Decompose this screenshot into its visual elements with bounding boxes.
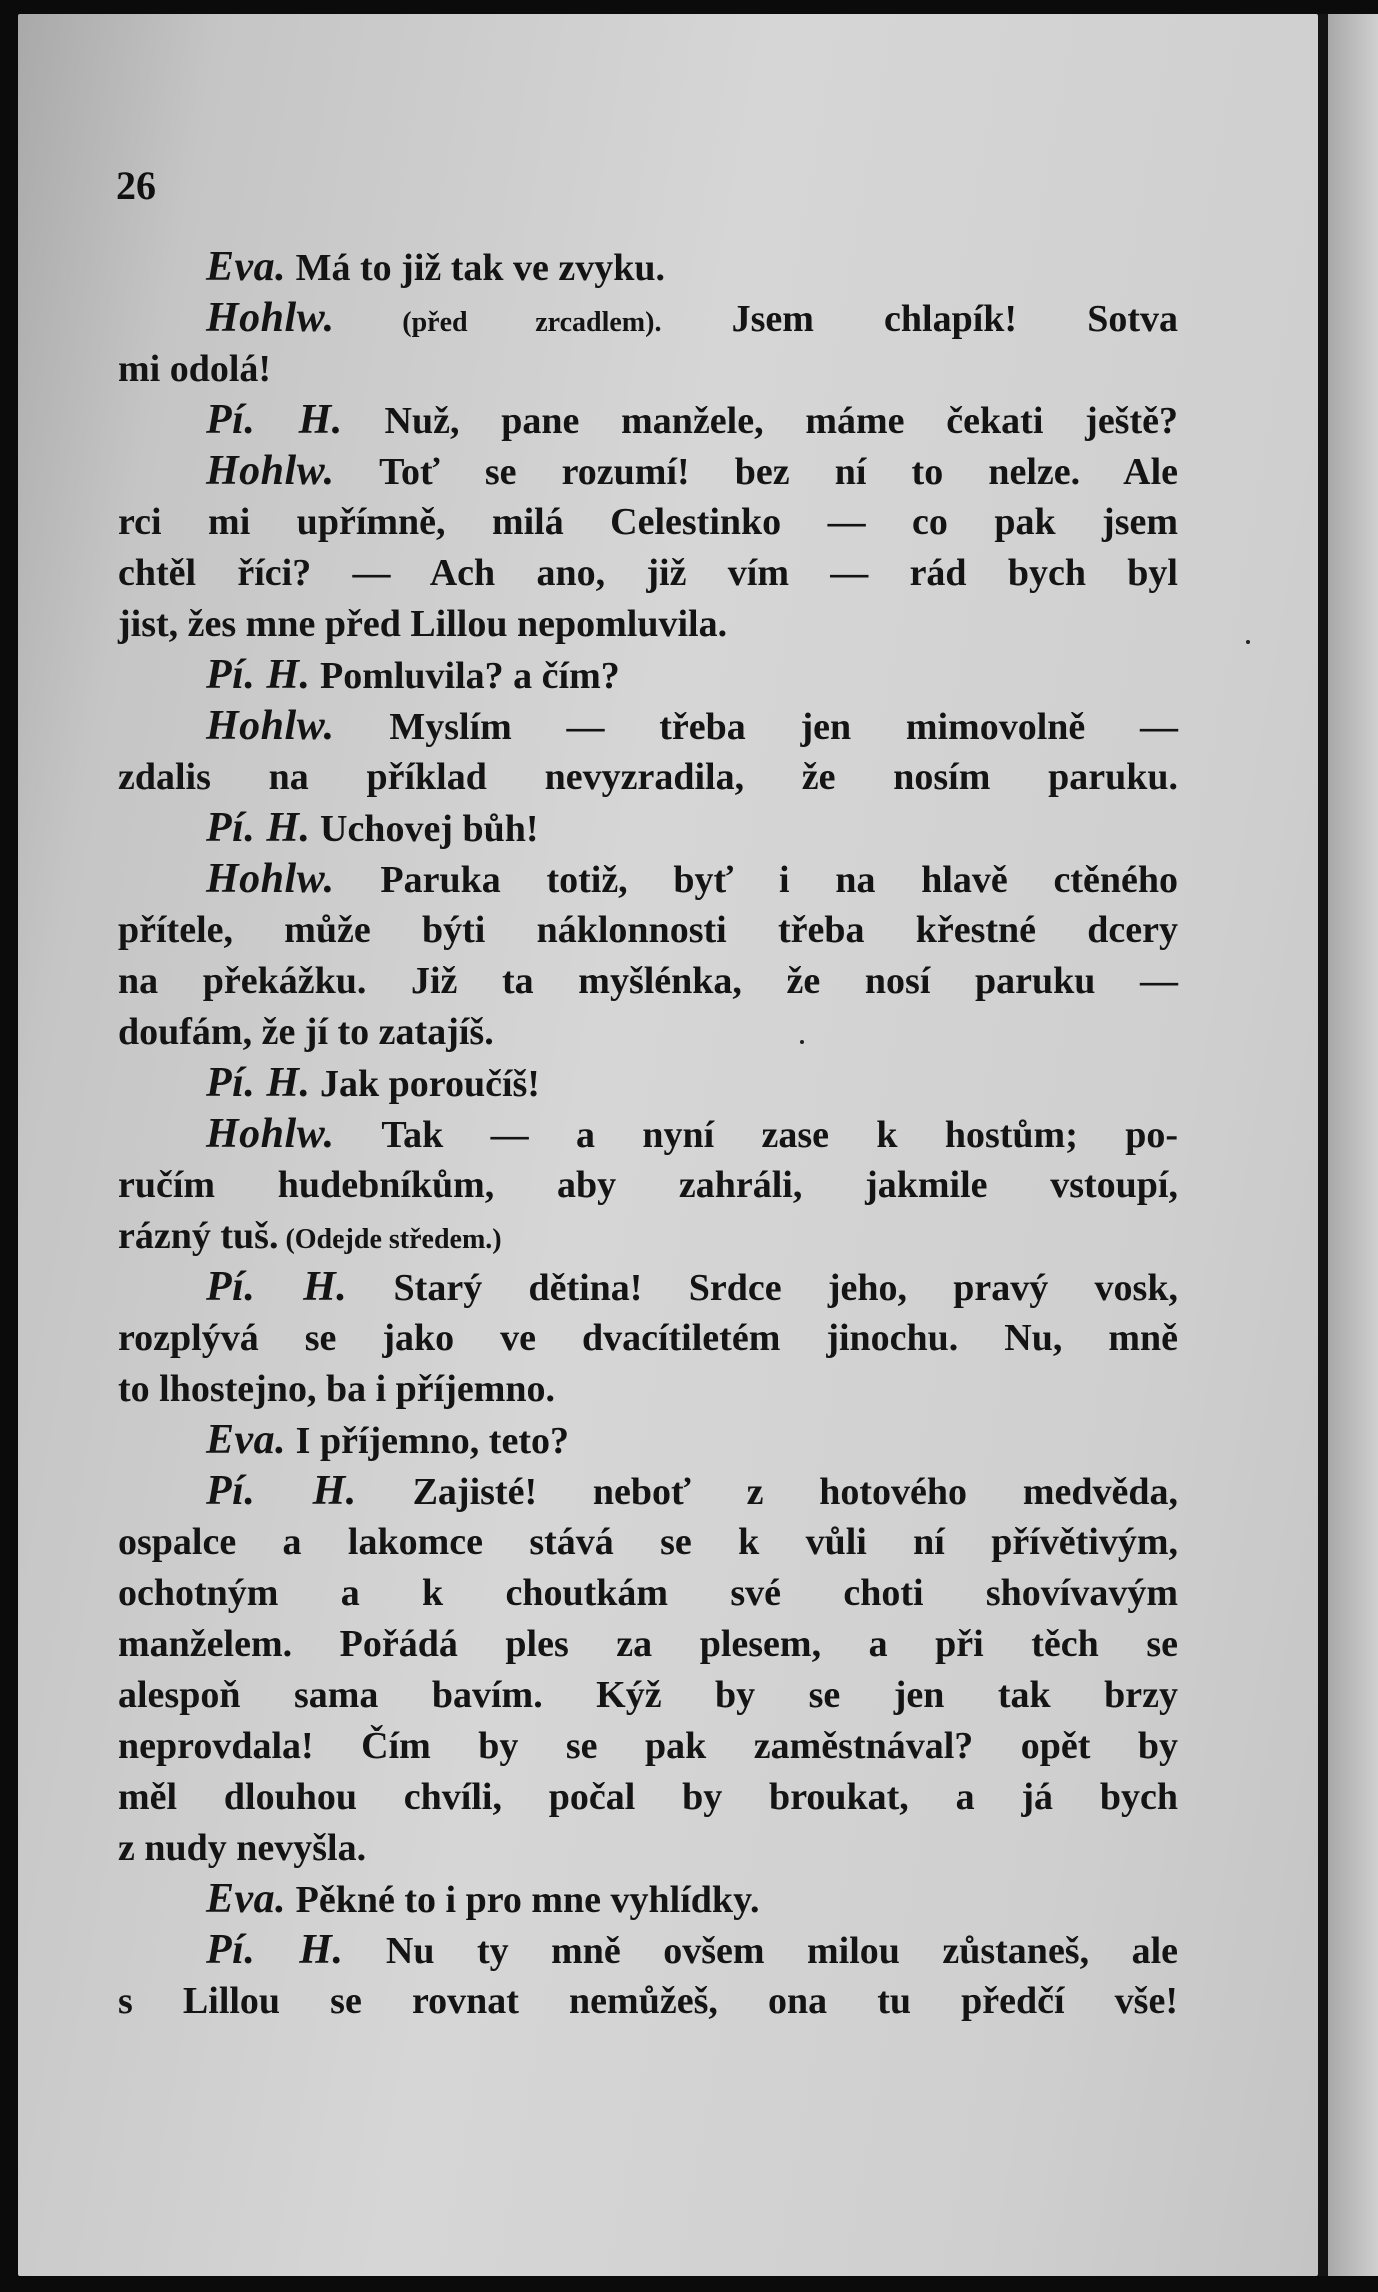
text-line (118, 956, 1178, 1007)
scan-speck (1246, 640, 1250, 644)
text-line (118, 599, 1178, 650)
line-text: Má to již tak ve zvyku. (286, 247, 666, 289)
text-line (118, 1160, 1178, 1211)
line-text: neprovdala! Čím by se pak zaměstnával? opět by (118, 1725, 1178, 1767)
text-line (118, 752, 1178, 803)
line-text: I příjemno, teto? (286, 1420, 569, 1462)
line-text: ospalce a lakomce stává se k vůli ní přívětivým, (118, 1521, 1178, 1563)
text-line (118, 1619, 1178, 1670)
speaker-name: Pí. H. (206, 1927, 344, 1973)
line-text: s Lillou se rovnat nemůžeš, ona tu předčí vše! (118, 1980, 1178, 2022)
speaker-name: Eva. (206, 244, 287, 290)
line-text: Toť se rozumí! bez ní to nelze. Ale (334, 451, 1178, 493)
line-text: Pomluvila? a čím? (310, 655, 620, 697)
line-text: alespoň sama bavím. Kýž by se jen tak brzy (118, 1674, 1178, 1716)
line-text: rázný tuš. (118, 1215, 279, 1257)
text-line (118, 1109, 1178, 1160)
speaker-name: Hohlw. (206, 295, 335, 341)
speaker-name: Hohlw. (206, 448, 335, 494)
stage-direction: (před zrcadlem). (334, 307, 662, 338)
line-text: to lhostejno, ba i příjemno. (118, 1368, 555, 1410)
line-text: mi odolá! (118, 348, 272, 390)
text-line (118, 854, 1178, 905)
text-line (118, 1364, 1178, 1415)
speaker-name: Pí. H. (206, 805, 311, 851)
adjacent-page-edge (1328, 14, 1378, 2276)
line-text: z nudy nevyšla. (118, 1827, 367, 1869)
text-line (118, 344, 1178, 395)
line-text: rozplývá se jako ve dvacítiletém jinochu. Nu, mně (118, 1317, 1178, 1359)
text-line (118, 395, 1178, 446)
text-line (118, 1976, 1178, 2027)
line-text: Paruka totiž, byť i na hlavě ctěného (334, 859, 1178, 901)
line-text: přítele, může býti náklonnosti třeba křestné dcery (118, 909, 1178, 951)
line-text: rci mi upřímně, milá Celestinko — co pak jsem (118, 501, 1178, 543)
page-gutter (1318, 14, 1328, 2276)
speaker-name: Pí. H. (206, 1264, 348, 1310)
line-text: ručím hudebníkům, aby zahráli, jakmile vstoupí, (118, 1164, 1178, 1206)
text-line (118, 1568, 1178, 1619)
text-line (118, 701, 1178, 752)
line-text: manželem. Pořádá ples za plesem, a při těch se (118, 1623, 1178, 1665)
text-line (118, 650, 1178, 701)
stage-direction: (Odejde středem.) (278, 1224, 502, 1255)
text-line (118, 1823, 1178, 1874)
text-line (118, 1772, 1178, 1823)
page-number: 26 (116, 163, 156, 208)
speaker-name: Hohlw. (206, 1111, 335, 1157)
line-text: Nuž, pane manžele, máme čekati ještě? (342, 400, 1178, 442)
line-text: zdalis na příklad nevyzradila, že nosím paruku. (118, 756, 1178, 798)
line-text: ochotným a k choutkám své choti shovívavým (118, 1572, 1178, 1614)
scan-speck (800, 1040, 804, 1044)
line-text: Jsem chlapík! Sotva (661, 298, 1179, 340)
line-text: Myslím — třeba jen mimovolně — (334, 706, 1178, 748)
text-line (118, 1925, 1178, 1976)
text-line (118, 1007, 1178, 1058)
text-line (118, 293, 1178, 344)
line-text: Zajisté! neboť z hotového medvěda, (356, 1471, 1179, 1513)
line-text: doufám, že jí to zatajíš. (118, 1011, 494, 1053)
text-line (118, 1211, 1178, 1262)
text-line (118, 1313, 1178, 1364)
play-text (118, 242, 1178, 2027)
text-line (118, 1670, 1178, 1721)
line-text: Tak — a nyní zase k hostům; po- (334, 1114, 1178, 1156)
text-line (118, 548, 1178, 599)
line-text: na překážku. Již ta myšlénka, že nosí paruku — (118, 960, 1178, 1002)
line-text: Jak poroučíš! (310, 1063, 540, 1105)
text-line (118, 1466, 1178, 1517)
speaker-name: Eva. (206, 1876, 287, 1922)
line-text: Starý dětina! Srdce jeho, pravý vosk, (347, 1267, 1178, 1309)
line-text: Nu ty mně ovšem milou zůstaneš, ale (343, 1930, 1178, 1972)
text-line (118, 905, 1178, 956)
speaker-name: Hohlw. (206, 856, 335, 902)
line-text: Uchovej bůh! (310, 808, 539, 850)
text-line (118, 242, 1178, 293)
line-text: jist, žes mne před Lillou nepomluvila. (118, 603, 728, 645)
speaker-name: Pí. H. (206, 1468, 357, 1514)
speaker-name: Pí. H. (206, 652, 311, 698)
text-line (118, 1058, 1178, 1109)
line-text: Pěkné to i pro mne vyhlídky. (286, 1879, 760, 1921)
text-line (118, 1415, 1178, 1466)
line-text: chtěl říci? — Ach ano, již vím — rád bych byl (118, 552, 1178, 594)
text-line (118, 1517, 1178, 1568)
line-text: měl dlouhou chvíli, počal by broukat, a já bych (118, 1776, 1178, 1818)
speaker-name: Pí. H. (206, 397, 343, 443)
text-line (118, 497, 1178, 548)
text-line (118, 446, 1178, 497)
speaker-name: Hohlw. (206, 703, 335, 749)
text-line (118, 1721, 1178, 1772)
speaker-name: Eva. (206, 1417, 287, 1463)
text-line (118, 1874, 1178, 1925)
text-line (118, 803, 1178, 854)
speaker-name: Pí. H. (206, 1060, 311, 1106)
text-line (118, 1262, 1178, 1313)
